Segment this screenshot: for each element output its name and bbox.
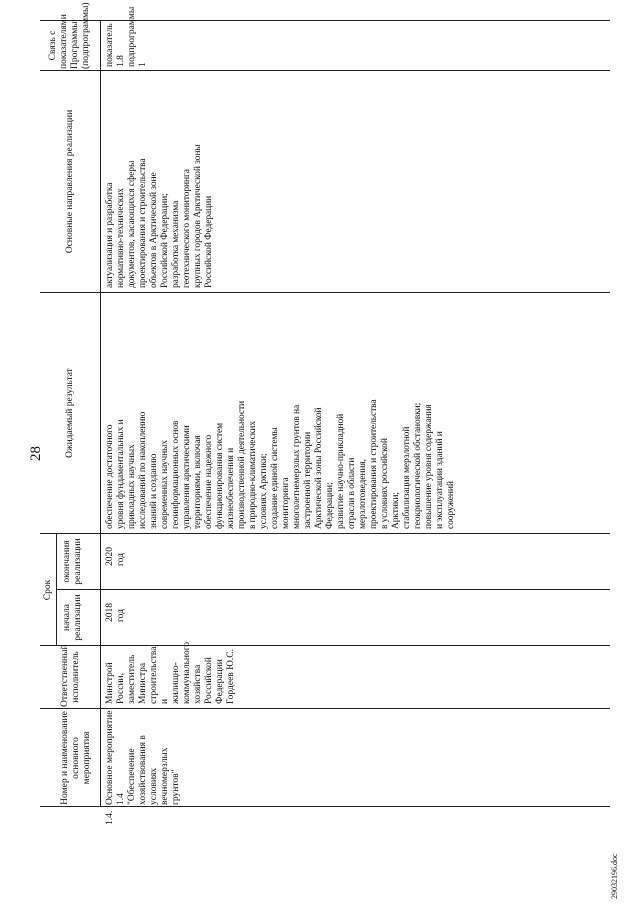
row-activity-name: Основное мероприятие 1.4 "Обеспечение хозяйствования в условиях вечномерзлых грунтов" — [105, 710, 181, 805]
header-bottom-line — [100, 20, 101, 807]
table-border-left — [40, 806, 610, 807]
table-col-line — [40, 70, 610, 71]
header-end: окончания реализации — [62, 538, 83, 585]
header-start: начала реализации — [62, 594, 83, 641]
header-term: Срок — [43, 579, 53, 601]
header-executor: Ответственный исполнитель — [60, 644, 81, 707]
row-number: 1.4. — [105, 810, 115, 825]
row-indicator: показатель 1.8 подпрограммы 1 — [105, 6, 148, 67]
table-col-line — [56, 589, 610, 590]
row-expected-result: обеспечение достаточного уровня фундаментальных и прикладных научных исследований по накоплению знаний и созданию современных научных геоинформационных основ управления арктическими территориями, включая обеспечение надежного функционирования систем жизнеобеспечения и производственной деятельности в природно-климатических условиях Арктики; создание единой системы мониторинга многолетнемерзлых грунтов на застроенной территории Арктической зоны Российской Федерации; развитие научно-прикладной отрасли в области мерзлотоведения, проектирования и строительства в условиях российской Арктики; стабилизация мерзлотной геокриологической обстановки; повышение уровня содержания и эксплуатации зданий и сооружений — [105, 399, 456, 529]
header-number-name: Номер и наименование основного мероприятия — [60, 711, 92, 805]
row-start-year: 2018 год — [105, 603, 126, 622]
row-end-year: 2020 год — [105, 547, 126, 566]
header-indicators: Связь с показателями Программы (подпрограммы) — [48, 2, 91, 69]
table-col-line — [40, 708, 610, 709]
table-col-line — [40, 533, 610, 534]
header-directions: Основные направления реализации — [65, 109, 75, 254]
srok-divider — [56, 534, 57, 646]
program-table — [40, 2, 610, 825]
page-number: 28 — [28, 446, 44, 461]
document-id: 29032196.doc — [610, 853, 619, 899]
header-result: Ожидаемый результат — [65, 368, 75, 458]
table-col-line — [40, 292, 610, 293]
row-executor: Минстрой России, заместитель Министра строительства и жилищно- коммунального хозяйства Российской Федерации Гордеев Ю.С. — [105, 641, 236, 704]
row-directions: актуализация и разработка нормативно-технических документов, касающихся сферы проектирования и строительства объектов в Арктической зоне Российской Федерации; разработка механизма геотехнического мониторинга крупных городов Арктической зоны Российской Федерации — [105, 144, 214, 288]
table-col-line — [40, 645, 610, 646]
